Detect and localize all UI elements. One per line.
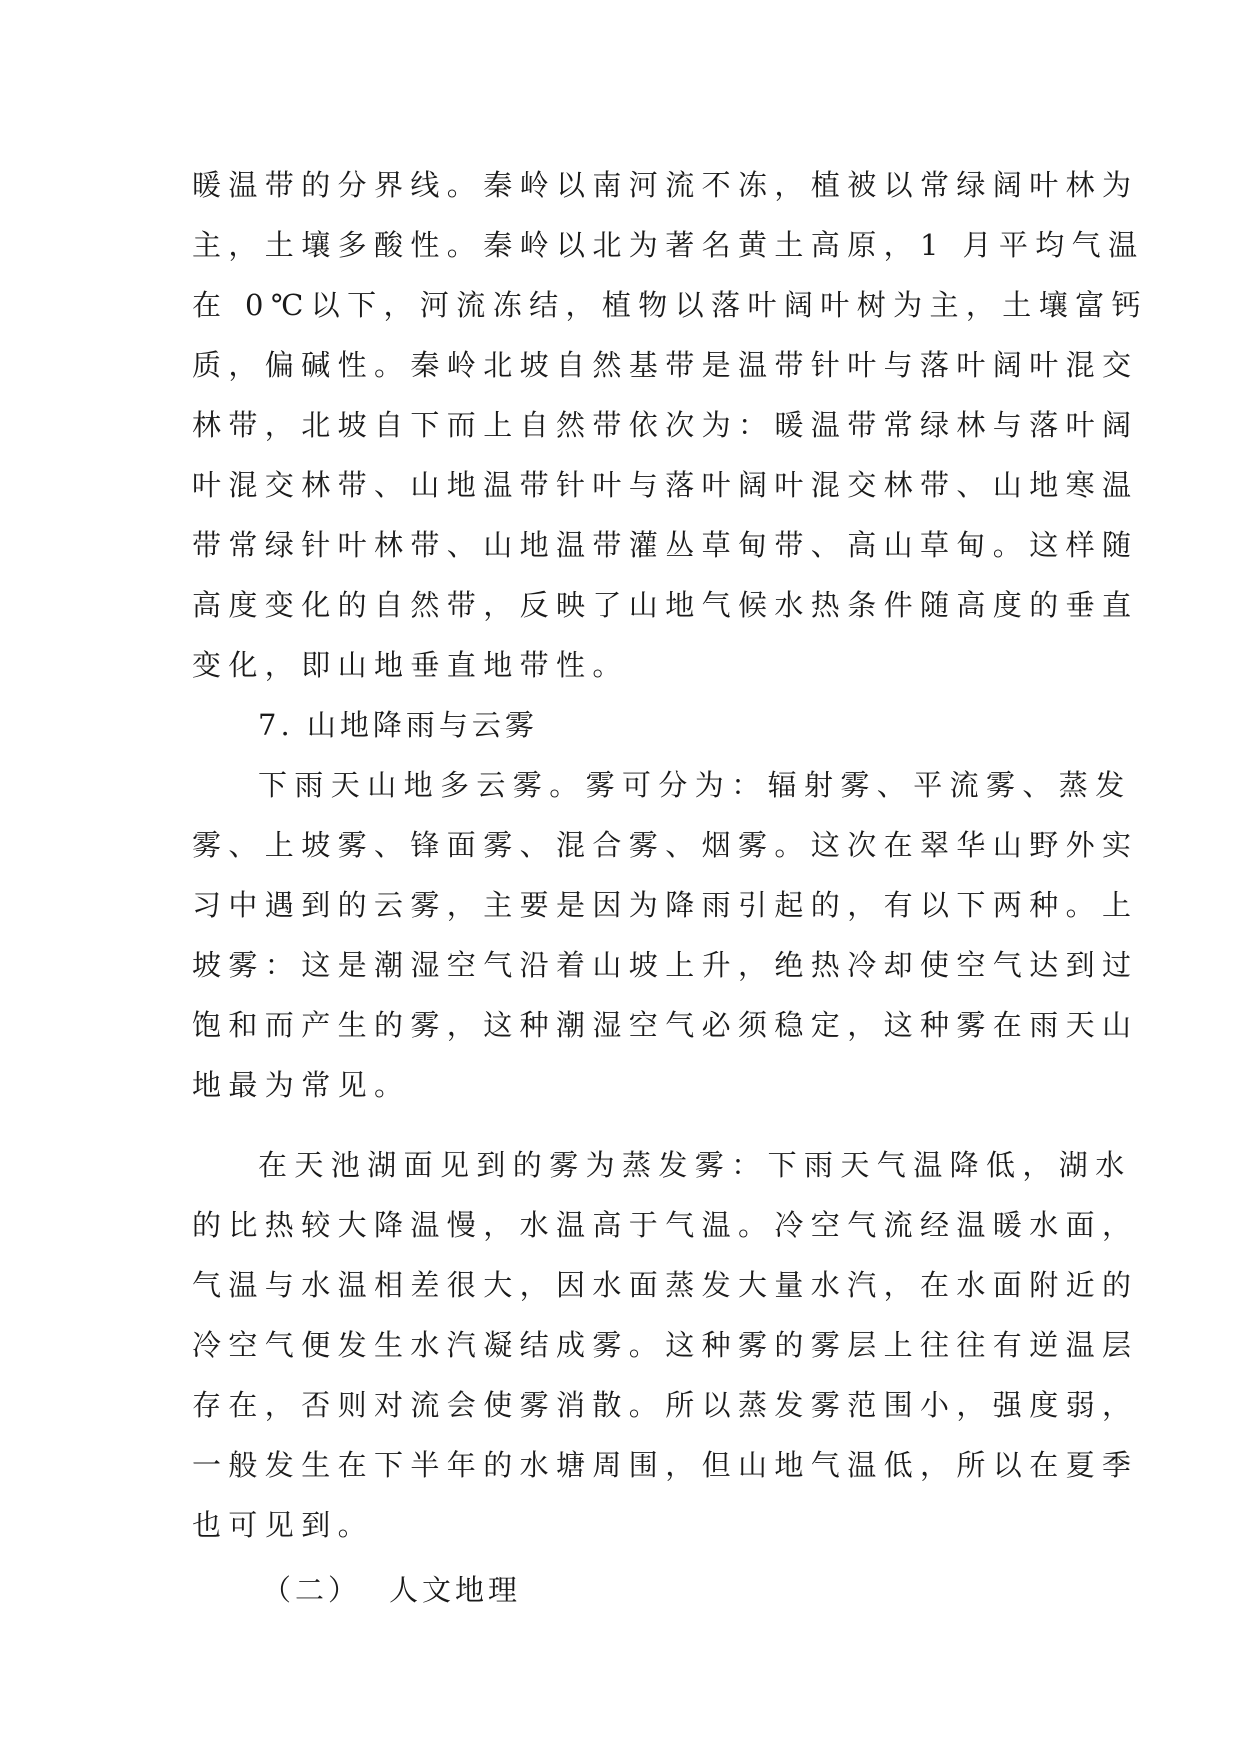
text-line: 地最为常见。 [192, 1068, 411, 1102]
text-line: 习中遇到的云雾，主要是因为降雨引起的，有以下两种。上 [192, 888, 1139, 922]
text-line: 气温与水温相差很大，因水面蒸发大量水汽，在水面附近的 [192, 1268, 1139, 1302]
text-line: 存在，否则对流会使雾消散。所以蒸发雾范围小，强度弱， [192, 1388, 1139, 1422]
text-line: 冷空气便发生水汽凝结成雾。这种雾的雾层上往往有逆温层 [192, 1328, 1139, 1362]
text-line: 饱和而产生的雾，这种潮湿空气必须稳定，这种雾在雨天山 [192, 1008, 1139, 1042]
text-line: 雾、上坡雾、锋面雾、混合雾、烟雾。这次在翠华山野外实 [192, 828, 1139, 862]
section-number: （二） [262, 1573, 362, 1607]
text-line: 的比热较大降温慢，水温高于气温。冷空气流经温暖水面， [192, 1208, 1139, 1242]
text-line: 暖温带的分界线。秦岭以南河流不冻，植被以常绿阔叶林为 [192, 168, 1139, 202]
text-line: 在 0℃以下，河流冻结，植物以落叶阔叶树为主，土壤富钙 [192, 288, 1148, 322]
text-line: 带常绿针叶林带、山地温带灌丛草甸带、高山草甸。这样随 [192, 528, 1139, 562]
text-line: 质，偏碱性。秦岭北坡自然基带是温带针叶与落叶阔叶混交 [192, 348, 1139, 382]
text-line: 主，土壤多酸性。秦岭以北为著名黄土高原，1 月平均气温 [192, 228, 1145, 262]
text-line: 在天池湖面见到的雾为蒸发雾：下雨天气温降低，湖水 [258, 1148, 1132, 1182]
text-line: 下雨天山地多云雾。雾可分为：辐射雾、平流雾、蒸发 [258, 768, 1132, 802]
text-line: 坡雾：这是潮湿空气沿着山坡上升，绝热冷却使空气达到过 [192, 948, 1139, 982]
text-line: 林带，北坡自下而上自然带依次为：暖温带常绿林与落叶阔 [192, 408, 1139, 442]
text-line: 变化，即山地垂直地带性。 [192, 648, 629, 682]
section-heading [262, 1570, 521, 1610]
section-heading: 7. 山地降雨与云雾 [258, 708, 538, 742]
text-line: 高度变化的自然带，反映了山地气候水热条件随高度的垂直 [192, 588, 1139, 622]
text-line: 叶混交林带、山地温带针叶与落叶阔叶混交林带、山地寒温 [192, 468, 1139, 502]
section-title: 人文地理 [389, 1573, 522, 1607]
text-line: 也可见到。 [192, 1508, 375, 1542]
text-line: 一般发生在下半年的水塘周围，但山地气温低，所以在夏季 [192, 1448, 1139, 1482]
